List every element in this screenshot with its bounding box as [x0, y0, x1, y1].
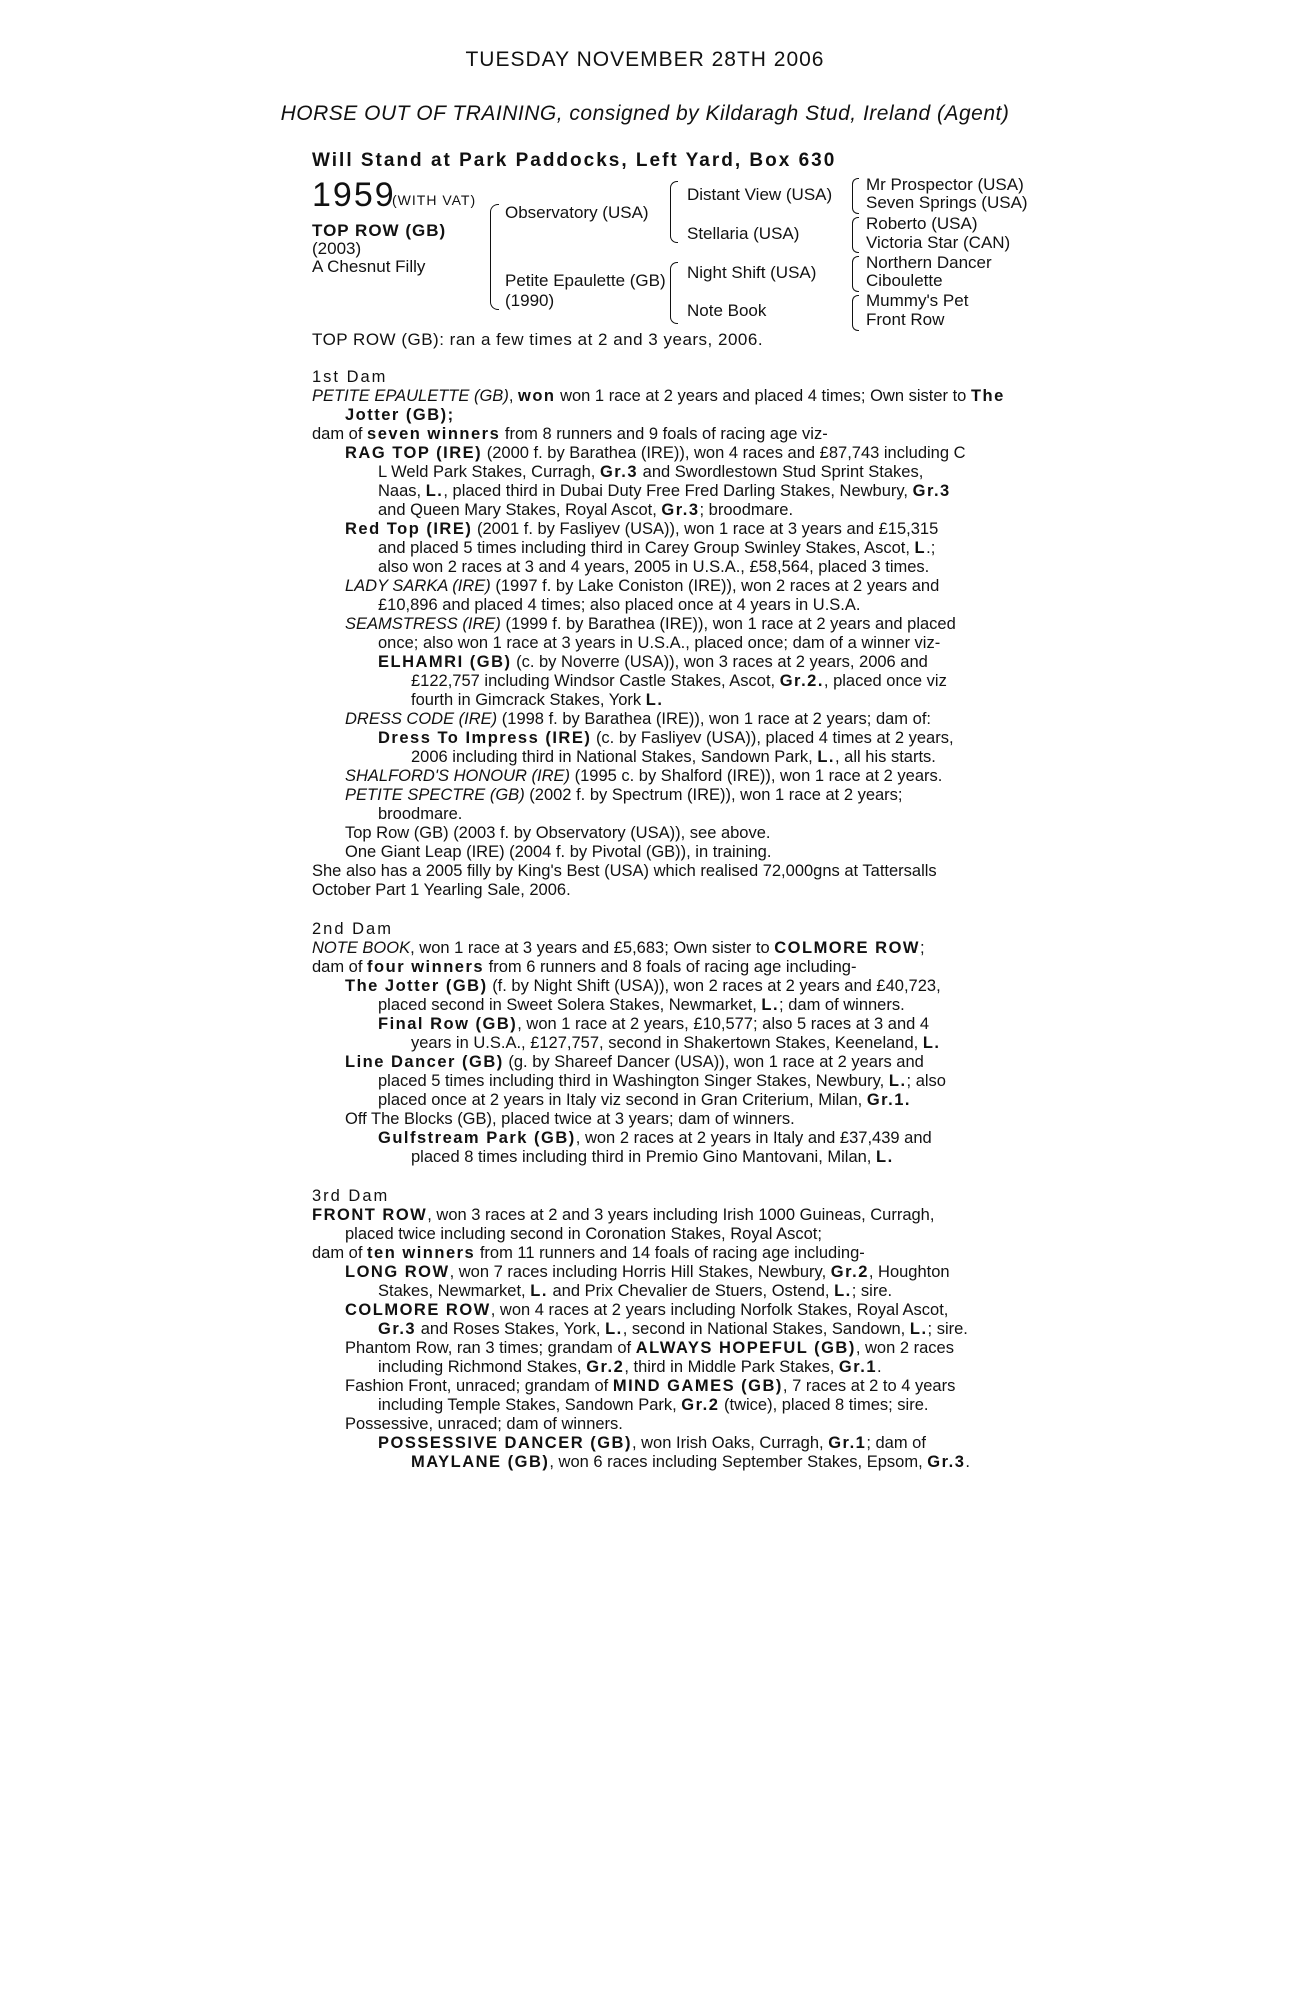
text: October Part 1 Yearling Sale, 2006.: [312, 881, 571, 899]
text: One Giant Leap (IRE) (2004 f. by Pivotal (GB)), in training.: [345, 843, 772, 861]
text: ; sire.: [851, 1282, 893, 1300]
text: and Prix Chevalier de Stuers, Ostend,: [552, 1282, 830, 1300]
text: , won 4 races at 2 years including Norfolk Stakes, Royal Ascot,: [490, 1301, 949, 1319]
pedigree-brace: [852, 295, 859, 331]
horse-identity: [312, 222, 446, 276]
grade: Gr.3: [378, 1320, 417, 1338]
text: .: [877, 1358, 882, 1376]
text: Fashion Front, unraced; grandam of: [345, 1377, 609, 1395]
progeny-name: ALWAYS HOPEFUL (GB): [635, 1339, 856, 1357]
text: placed once at 2 years in Italy viz second in Gran Criterium, Milan,: [378, 1091, 863, 1109]
text: (1995 c. by Shalford (IRE)), won 1 race at 2 years.: [574, 767, 943, 785]
text: , won 1 race at 2 years, £10,577; also 5 races at 3 and 4: [517, 1015, 930, 1033]
pedigree-brace: [670, 262, 678, 324]
pedigree-dam: Petite Epaulette (GB): [505, 271, 666, 290]
text: placed 8 times including third in Premio Gino Mantovani, Milan,: [411, 1148, 872, 1166]
progeny-name: Dress To Impress (IRE): [378, 729, 592, 747]
grade: Gr.1: [828, 1434, 867, 1452]
text: ; sire.: [927, 1320, 968, 1338]
text: ; dam of winners.: [779, 996, 905, 1014]
text: from 11 runners and 14 foals of racing age including-: [479, 1244, 865, 1262]
grade: Gr.2.: [779, 672, 824, 690]
pedigree-g3-item: Seven Springs (USA): [866, 193, 1028, 212]
emphasis: won: [517, 387, 556, 405]
progeny-name: LONG ROW: [345, 1263, 450, 1281]
emphasis: seven winners: [367, 425, 501, 443]
pedigree-brace: [852, 217, 859, 253]
text: , won 6 races including September Stakes, Epsom,: [549, 1453, 923, 1471]
text: (1999 f. by Barathea (IRE)), won 1 race at 2 years and placed: [505, 615, 956, 633]
pedigree-g3-item: Victoria Star (CAN): [866, 233, 1011, 252]
text: (c. by Noverre (USA)), won 3 races at 2 years, 2006 and: [516, 653, 928, 671]
text: years in U.S.A., £127,757, second in Shakertown Stakes, Keeneland,: [411, 1034, 919, 1052]
sale-date: TUESDAY NOVEMBER 28TH 2006: [465, 48, 825, 71]
progeny-name: POSSESSIVE DANCER (GB): [378, 1434, 632, 1452]
stabling-location: Will Stand at Park Paddocks, Left Yard, Box 630: [312, 150, 837, 171]
text: Stakes, Newmarket,: [378, 1282, 526, 1300]
text: Off The Blocks (GB), placed twice at 3 years; dam of winners.: [345, 1110, 795, 1128]
text: , won 2 races: [855, 1339, 954, 1357]
dam-name: NOTE BOOK: [312, 939, 411, 957]
pedigree-brace: [490, 204, 499, 310]
pedigree-dam-year: (1990): [505, 291, 555, 310]
text: ; dam of: [866, 1434, 926, 1452]
family-notes: 1st Dam PETITE EPAULETTE (GB), won won 1 race at 2 years and placed 4 times; Own sister to The Jotter (GB); dam of seven winners from 8 runners and 9 foals of racing age viz- RAG TOP (IRE) (2000 f. by Barathea (IRE)), won 4 races and £87,743 including C L Weld Park Stakes, Curragh, Gr.3 and Swordlestown Stud Sprint Stakes, Naas, L., placed third in Dubai Duty Free Fred Darling Stakes, Newbury, Gr.3 and Queen Mary Stakes, Royal Ascot, Gr.3; broodmare. Red Top (IRE) (2001 f. by Fasliyev (USA)), won 1 race at 3 years and £15,315 and placed 5 times including third in Carey Group Swinley Stakes, Ascot, L.; also won 2 races at 3 and 4 years, 2005 in U.S.A., £58,564, placed 3 times. LADY SARKA (IRE) (1997 f. by Lake Coniston (IRE)), won 2 races at 2 years and £10,896 and placed 4 times; also placed once at 4 years in U.S.A. SEAMSTRESS (IRE) (1999 f. by Barathea (IRE)), won 1 race at 2 years and placed once; also won 1 race at 3 years in U.S.A., placed once; dam of a winner viz- ELHAMRI (GB) (c. by Noverre (USA)), won 3 races at 2 years, 2006 and £122,757 including Windsor Castle Stakes, Ascot, Gr.2., placed once viz fourth in Gimcrack Stakes, York L. DRESS CODE (IRE) (1998 f. by Barathea (IRE)), won 1 race at 2 years; dam of: Dress To Impress (IRE) (c. by Fasliyev (USA)), placed 4 times at 2 years, 2006 including third in National Stakes, Sandown Park, L., all his starts. SHALFORD'S HONOUR (IRE) (1995 c. by Shalford (IRE)), won 1 race at 2 years. PETITE SPECTRE (GB) (2002 f. by Spectrum (IRE)), won 1 race at 2 years; broodmare. Top Row (GB) (2003 f. by Observatory (USA)), see above. One Giant Leap (IRE) (2004 f. by Pivotal (GB)), in training. She also has a 2005 filly by King's Best (USA) which realised 72,000gns at Tattersalls October Part 1 Yearling Sale, 2006. 2nd Dam NOTE BOOK, won 1 race at 3 years and £5,683; Own sister to COLMORE ROW; dam of four winners from 6 runners and 8 foals of racing age including- The Jotter (GB) (f. by Night Shift (USA)), won 2 races at 2 years and £40,723, placed second in Sweet Solera Stakes, Newmarket, L.; dam of winners. Final Row (GB), won 1 race at 2 years, £10,577; also 5 races at 3 and 4 years in U.S.A., £127,757, second in Shakertown Stakes, Keeneland, L. Line Dancer (GB) (g. by Shareef Dancer (USA)), won 1 race at 2 years and placed 5 times including third in Washington Singer Stakes, Newbury, L.; also placed once at 2 years in Italy viz second in Gran Criterium, Milan, Gr.1. Off The Blocks (GB), placed twice at 3 years; dam of winners. Gulfstream Park (GB), won 2 races at 2 years in Italy and £37,439 and placed 8 times including third in Premio Gino Mantovani, Milan, L. 3rd Dam FRONT ROW, won 3 races at 2 and 3 years including Irish 1000 Guineas, Curragh, placed twice including second in Coronation Stakes, Royal Ascot; dam of ten winners from 11 runners and 14 foals of racing age including- LONG ROW, won 7 races including Horris Hill Stakes, Newbury, Gr.2, Houghton Stakes, Newmarket, L. and Prix Chevalier de Stuers, Ostend, L.; sire. COLMORE ROW, won 4 races at 2 years including Norfolk Stakes, Royal Ascot, Gr.3 and Roses Stakes, York, L., second in National Stakes, Sandown, L.; sire. Phantom Row, ran 3 times; grandam of ALWAYS HOPEFUL (GB), won 2 races including Richmond Stakes, Gr.2, third in Middle Park Stakes, Gr.1. Fashion Front, unraced; grandam of MIND GAMES (GB), 7 races at 2 to 4 years including Temple Stakes, Sandown Park, Gr.2 (twice), placed 8 times; sire. Possessive, unraced; dam of winners. POSSESSIVE DANCER (GB), won Irish Oaks, Curragh, Gr.1; dam of MAYLANE (GB), won 6 races including September Stakes, Epsom, Gr.3.: [312, 368, 1005, 1471]
text: (f. by Night Shift (USA)), won 2 races at 2 years and £40,723,: [492, 977, 941, 995]
consignment-line: HORSE OUT OF TRAINING, consigned by Kildaragh Stud, Ireland (Agent): [280, 102, 1010, 125]
text: and Queen Mary Stakes, Royal Ascot,: [378, 501, 657, 519]
progeny-name: Gulfstream Park (GB): [378, 1129, 576, 1147]
text: , 7 races at 2 to 4 years: [782, 1377, 956, 1395]
grade: Gr.3: [599, 463, 639, 481]
text: (2000 f. by Barathea (IRE)), won 4 races and £87,743 including C: [486, 444, 966, 462]
text: ; also: [906, 1072, 946, 1090]
emphasis: The: [970, 387, 1005, 405]
grade: L.: [425, 482, 444, 500]
progeny-name: SEAMSTRESS (IRE): [345, 615, 501, 633]
text: , second in National Stakes, Sandown,: [622, 1320, 906, 1338]
progeny-name: The Jotter (GB): [345, 977, 488, 995]
text: (2001 f. by Fasliyev (USA)), won 1 race at 3 years and £15,315: [476, 520, 939, 538]
pedigree-sire-sire: Distant View (USA): [687, 185, 833, 204]
pedigree-brace: [670, 181, 678, 243]
grade: Gr.3: [927, 1453, 966, 1471]
first-dam-heading: 1st Dam: [312, 368, 388, 386]
pedigree-dam-dam: Note Book: [687, 301, 767, 320]
progeny-name: COLMORE ROW: [345, 1301, 491, 1319]
dam-name: PETITE EPAULETTE (GB): [312, 387, 509, 405]
pedigree-g3-item: Northern Dancer: [866, 253, 992, 272]
text: placed twice including second in Coronation Stakes, Royal Ascot;: [345, 1225, 822, 1243]
progeny-name: MAYLANE (GB): [411, 1453, 550, 1471]
text: also won 2 races at 3 and 4 years, 2005 in U.S.A., £58,564, placed 3 times.: [378, 558, 930, 576]
grade: L: [914, 539, 927, 557]
text: (twice), placed 8 times; sire.: [724, 1396, 929, 1414]
text: 2006 including third in National Stakes, Sandown Park,: [411, 748, 813, 766]
lot-number: 1959: [312, 176, 396, 214]
grade: Gr.1.: [866, 1091, 912, 1109]
text: .: [965, 1453, 970, 1471]
text: and Roses Stakes, York,: [420, 1320, 601, 1338]
emphasis: ten winners: [367, 1244, 476, 1262]
text: including Richmond Stakes,: [378, 1358, 582, 1376]
pedigree-dam-sire: Night Shift (USA): [687, 263, 817, 282]
text: (1997 f. by Lake Coniston (IRE)), won 2 races at 2 years and: [495, 577, 940, 595]
text: , all his starts.: [835, 748, 936, 766]
progeny-name: PETITE SPECTRE (GB): [345, 786, 525, 804]
grade: L.: [888, 1072, 907, 1090]
grade: L.: [909, 1320, 928, 1338]
horse-year: (2003): [312, 239, 362, 258]
text: and placed 5 times including third in Carey Group Swinley Stakes, Ascot,: [378, 539, 910, 557]
grade: L.: [922, 1034, 941, 1052]
pedigree-g3-item: Ciboulette: [866, 271, 943, 290]
progeny-name: RAG TOP (IRE): [345, 444, 483, 462]
grade: Gr.1: [838, 1358, 878, 1376]
text: placed second in Sweet Solera Stakes, Newmarket,: [378, 996, 757, 1014]
emphasis: COLMORE ROW: [774, 939, 920, 957]
vat-note: (WITH VAT): [392, 192, 477, 208]
pedigree-brace: [852, 178, 859, 214]
racing-summary: TOP ROW (GB): ran a few times at 2 and 3 years, 2006.: [312, 330, 764, 349]
progeny-name: SHALFORD'S HONOUR (IRE): [345, 767, 570, 785]
text: £10,896 and placed 4 times; also placed once at 4 years in U.S.A.: [378, 596, 861, 614]
text: dam of: [312, 425, 363, 443]
text: (c. by Fasliyev (USA)), placed 4 times at 2 years,: [595, 729, 954, 747]
grade: Gr.2: [586, 1358, 625, 1376]
text: from 6 runners and 8 foals of racing age including-: [488, 958, 857, 976]
progeny-name: MIND GAMES (GB): [612, 1377, 783, 1395]
grade: Gr.3: [912, 482, 951, 500]
pedigree-g3-item: Mr Prospector (USA): [866, 175, 1024, 194]
pedigree-g3-item: Mummy's Pet: [866, 291, 969, 310]
progeny-name: Final Row (GB): [378, 1015, 518, 1033]
text: won 1 race at 2 years and placed 4 times; Own sister to: [560, 387, 967, 405]
text: ; broodmare.: [699, 501, 794, 519]
emphasis: four winners: [367, 958, 485, 976]
text: ;: [919, 939, 925, 957]
pedigree-brace: [852, 256, 859, 292]
text: , Houghton: [868, 1263, 950, 1281]
grade: Gr.3: [661, 501, 700, 519]
progeny-name: Red Top (IRE): [345, 520, 473, 538]
text: dam of: [312, 958, 363, 976]
text: , won 7 races including Horris Hill Stakes, Newbury,: [449, 1263, 827, 1281]
text: , won 3 races at 2 and 3 years including Irish 1000 Guineas, Curragh,: [427, 1206, 935, 1224]
pedigree-g3-item: Front Row: [866, 310, 945, 329]
grade: L.: [605, 1320, 623, 1338]
text: Possessive, unraced; dam of winners.: [345, 1415, 623, 1433]
text: placed 5 times including third in Washington Singer Stakes, Newbury,: [378, 1072, 885, 1090]
text: .;: [926, 539, 936, 557]
text: , placed once viz: [823, 672, 947, 690]
pedigree-sire: Observatory (USA): [505, 203, 649, 222]
text: Phantom Row, ran 3 times; grandam of: [345, 1339, 632, 1357]
emphasis: Jotter (GB);: [345, 406, 455, 424]
text: £122,757 including Windsor Castle Stakes, Ascot,: [411, 672, 776, 690]
text: , placed third in Dubai Duty Free Fred Darling Stakes, Newbury,: [443, 482, 909, 500]
grade: L.: [875, 1148, 894, 1166]
text: and Swordlestown Stud Sprint Stakes,: [642, 463, 924, 481]
text: (1998 f. by Barathea (IRE)), won 1 race at 2 years; dam of:: [501, 710, 931, 728]
text: (g. by Shareef Dancer (USA)), won 1 race at 2 years and: [508, 1053, 924, 1071]
text: including Temple Stakes, Sandown Park,: [378, 1396, 677, 1414]
grade: L.: [761, 996, 780, 1014]
grade: L.: [645, 691, 664, 709]
text: dam of: [312, 1244, 363, 1262]
third-dam-heading: 3rd Dam: [312, 1187, 390, 1205]
grade: L.: [530, 1282, 548, 1300]
text: , won Irish Oaks, Curragh,: [631, 1434, 824, 1452]
text: from 8 runners and 9 foals of racing age viz-: [504, 425, 828, 443]
text: She also has a 2005 filly by King's Best (USA) which realised 72,000gns at Tattersalls: [312, 862, 937, 880]
progeny-name: Line Dancer (GB): [345, 1053, 504, 1071]
progeny-name: LADY SARKA (IRE): [345, 577, 491, 595]
text: L Weld Park Stakes, Curragh,: [378, 463, 596, 481]
dam-name: FRONT ROW: [312, 1206, 428, 1224]
text: fourth in Gimcrack Stakes, York: [411, 691, 642, 709]
progeny-name: DRESS CODE (IRE): [345, 710, 498, 728]
text: (2002 f. by Spectrum (IRE)), won 1 race at 2 years;: [529, 786, 903, 804]
pedigree-g3-item: Roberto (USA): [866, 214, 978, 233]
grade: Gr.2: [830, 1263, 869, 1281]
pedigree-sire-dam: Stellaria (USA): [687, 224, 800, 243]
text: once; also won 1 race at 3 years in U.S.A., placed once; dam of a winner viz-: [378, 634, 941, 652]
grade: L.: [817, 748, 836, 766]
text: broodmare.: [378, 805, 463, 823]
horse-name: TOP ROW (GB): [312, 221, 447, 240]
text: , won 1 race at 3 years and £5,683; Own sister to: [410, 939, 770, 957]
text: , won 2 races at 2 years in Italy and £37,439 and: [575, 1129, 932, 1147]
grade: L.: [834, 1282, 852, 1300]
progeny-name: ELHAMRI (GB): [378, 653, 512, 671]
horse-description: A Chesnut Filly: [312, 257, 426, 276]
text: Naas,: [378, 482, 422, 500]
second-dam-heading: 2nd Dam: [312, 920, 393, 938]
text: , third in Middle Park Stakes,: [624, 1358, 835, 1376]
grade: Gr.2: [681, 1396, 720, 1414]
text: Top Row (GB) (2003 f. by Observatory (USA)), see above.: [345, 824, 771, 842]
